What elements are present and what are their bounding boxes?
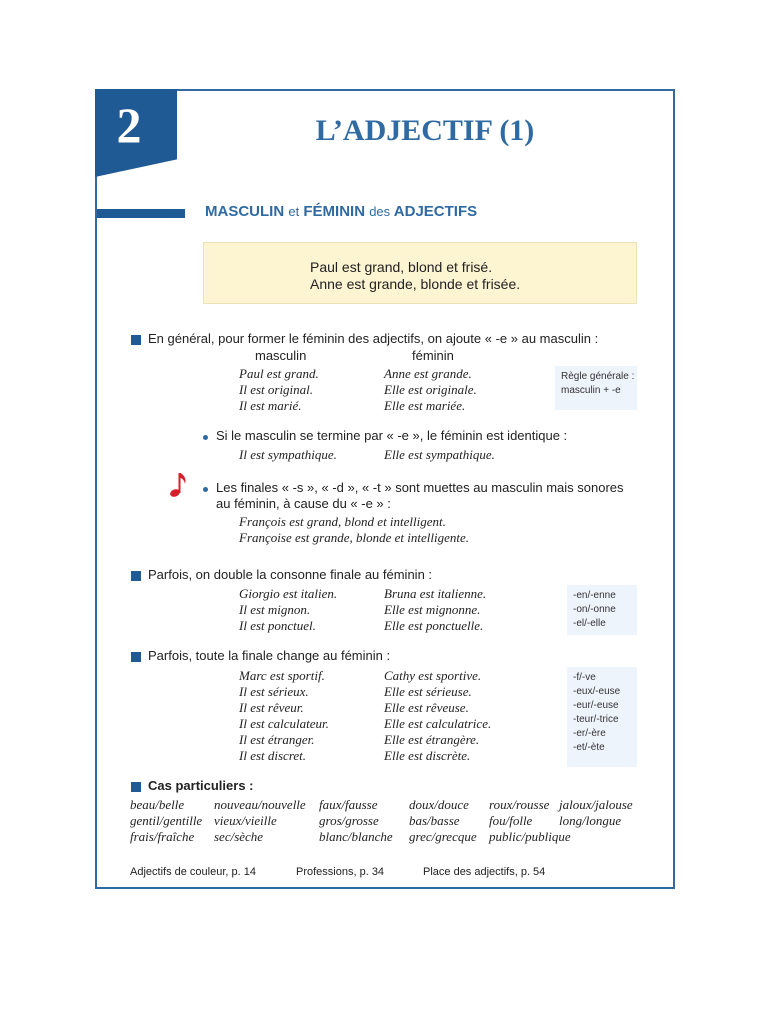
example-fem: Elle est sympathique. bbox=[384, 447, 495, 462]
rule3-text: Parfois, toute la finale change au féminin : bbox=[148, 648, 391, 663]
example-masc: Il est mignon. bbox=[239, 602, 311, 617]
rule-note: -en/-enne -on/-onne -el/-elle bbox=[567, 585, 637, 635]
footer-ref-couleur[interactable]: Adjectifs de couleur, p. 14 bbox=[130, 866, 256, 878]
section-square-bullet bbox=[131, 782, 141, 792]
rule1-text: En général, pour former le féminin des adjectifs, on ajoute « -e » au masculin : bbox=[148, 331, 599, 346]
special-item: blanc/blanche bbox=[319, 829, 393, 844]
section-bar bbox=[97, 209, 185, 218]
special-title: Cas particuliers : bbox=[148, 778, 254, 793]
col-header-feminin: féminin bbox=[412, 348, 454, 363]
example-box bbox=[203, 242, 637, 304]
example-line-2: Anne est grande, blonde et frisée. bbox=[310, 276, 521, 292]
special-item: roux/rousse bbox=[489, 797, 550, 812]
sub-bullet bbox=[203, 487, 208, 492]
footer-ref-professions[interactable]: Professions, p. 34 bbox=[296, 866, 385, 878]
footer-ref-place[interactable]: Place des adjectifs, p. 54 bbox=[423, 866, 546, 878]
special-item: public/publique bbox=[489, 829, 571, 844]
sub2-example-1: François est grand, blond et intelligent. bbox=[239, 514, 446, 529]
special-item: long/longue bbox=[559, 813, 622, 828]
special-item: doux/douce bbox=[409, 797, 469, 812]
special-item: bas/basse bbox=[409, 813, 460, 828]
example-fem: Anne est grande. bbox=[384, 366, 472, 381]
example-fem: Elle est ponctuelle. bbox=[384, 618, 484, 633]
example-fem: Elle est discrète. bbox=[384, 748, 471, 763]
example-masc: Il est rêveur. bbox=[239, 700, 304, 715]
sub2-line2: au féminin, à cause du « -e » : bbox=[216, 496, 391, 511]
special-item: vieux/vieille bbox=[214, 813, 277, 828]
example-masc: Il est sérieux. bbox=[239, 684, 309, 699]
sub-bullet bbox=[203, 435, 208, 440]
chapter-number: 2 bbox=[116, 97, 142, 153]
example-fem: Cathy est sportive. bbox=[384, 668, 482, 683]
special-item: grec/grecque bbox=[409, 829, 477, 844]
section-title: MASCULIN et FÉMININ des ADJECTIFS bbox=[205, 203, 478, 220]
example-masc: Il est marié. bbox=[239, 398, 302, 413]
section-square-bullet bbox=[131, 571, 141, 581]
rule-note: -f/-ve -eux/-euse -eur/-euse -teur/-trice -er/-ère -et/-ète bbox=[567, 667, 637, 767]
rule-note: Règle générale : masculin + -e bbox=[555, 366, 637, 410]
example-line-1: Paul est grand, blond et frisé. bbox=[310, 259, 493, 275]
col-header-masculin: masculin bbox=[255, 348, 307, 363]
special-item: gentil/gentille bbox=[130, 813, 203, 828]
example-masc: Il est original. bbox=[239, 382, 314, 397]
example-fem: Elle est calculatrice. bbox=[384, 716, 492, 731]
section-square-bullet bbox=[131, 335, 141, 345]
special-item: nouveau/nouvelle bbox=[214, 797, 306, 812]
example-masc: Il est calculateur. bbox=[239, 716, 329, 731]
special-item: fou/folle bbox=[489, 813, 533, 828]
special-item: faux/fausse bbox=[319, 797, 378, 812]
sub2-line1: Les finales « -s », « -d », « -t » sont muettes au masculin mais sonores bbox=[216, 480, 624, 495]
example-fem: Elle est sérieuse. bbox=[384, 684, 472, 699]
section-square-bullet bbox=[131, 652, 141, 662]
example-masc: Marc est sportif. bbox=[239, 668, 325, 683]
example-fem: Elle est étrangère. bbox=[384, 732, 480, 747]
special-item: frais/fraîche bbox=[130, 829, 195, 844]
example-masc: Giorgio est italien. bbox=[239, 586, 338, 601]
example-fem: Elle est mariée. bbox=[384, 398, 466, 413]
sub1-text: Si le masculin se termine par « -e », le féminin est identique : bbox=[216, 428, 568, 443]
sub2-example-2: Françoise est grande, blonde et intelligente. bbox=[239, 530, 469, 545]
rule2-text: Parfois, on double la consonne finale au féminin : bbox=[148, 567, 433, 582]
example-masc: Il est discret. bbox=[239, 748, 307, 763]
chapter-title: L’ADJECTIF (1) bbox=[315, 114, 535, 147]
music-note-icon bbox=[168, 470, 188, 500]
example-masc: Il est ponctuel. bbox=[239, 618, 316, 633]
special-item: beau/belle bbox=[130, 797, 185, 812]
example-fem: Elle est mignonne. bbox=[384, 602, 481, 617]
special-item: gros/grosse bbox=[319, 813, 379, 828]
example-fem: Elle est originale. bbox=[384, 382, 477, 397]
example-masc: Il est sympathique. bbox=[239, 447, 337, 462]
example-masc: Il est étranger. bbox=[239, 732, 315, 747]
example-masc: Paul est grand. bbox=[239, 366, 319, 381]
special-item: sec/sèche bbox=[214, 829, 264, 844]
special-item: jaloux/jalouse bbox=[559, 797, 633, 812]
example-fem: Elle est rêveuse. bbox=[384, 700, 469, 715]
example-fem: Bruna est italienne. bbox=[384, 586, 487, 601]
